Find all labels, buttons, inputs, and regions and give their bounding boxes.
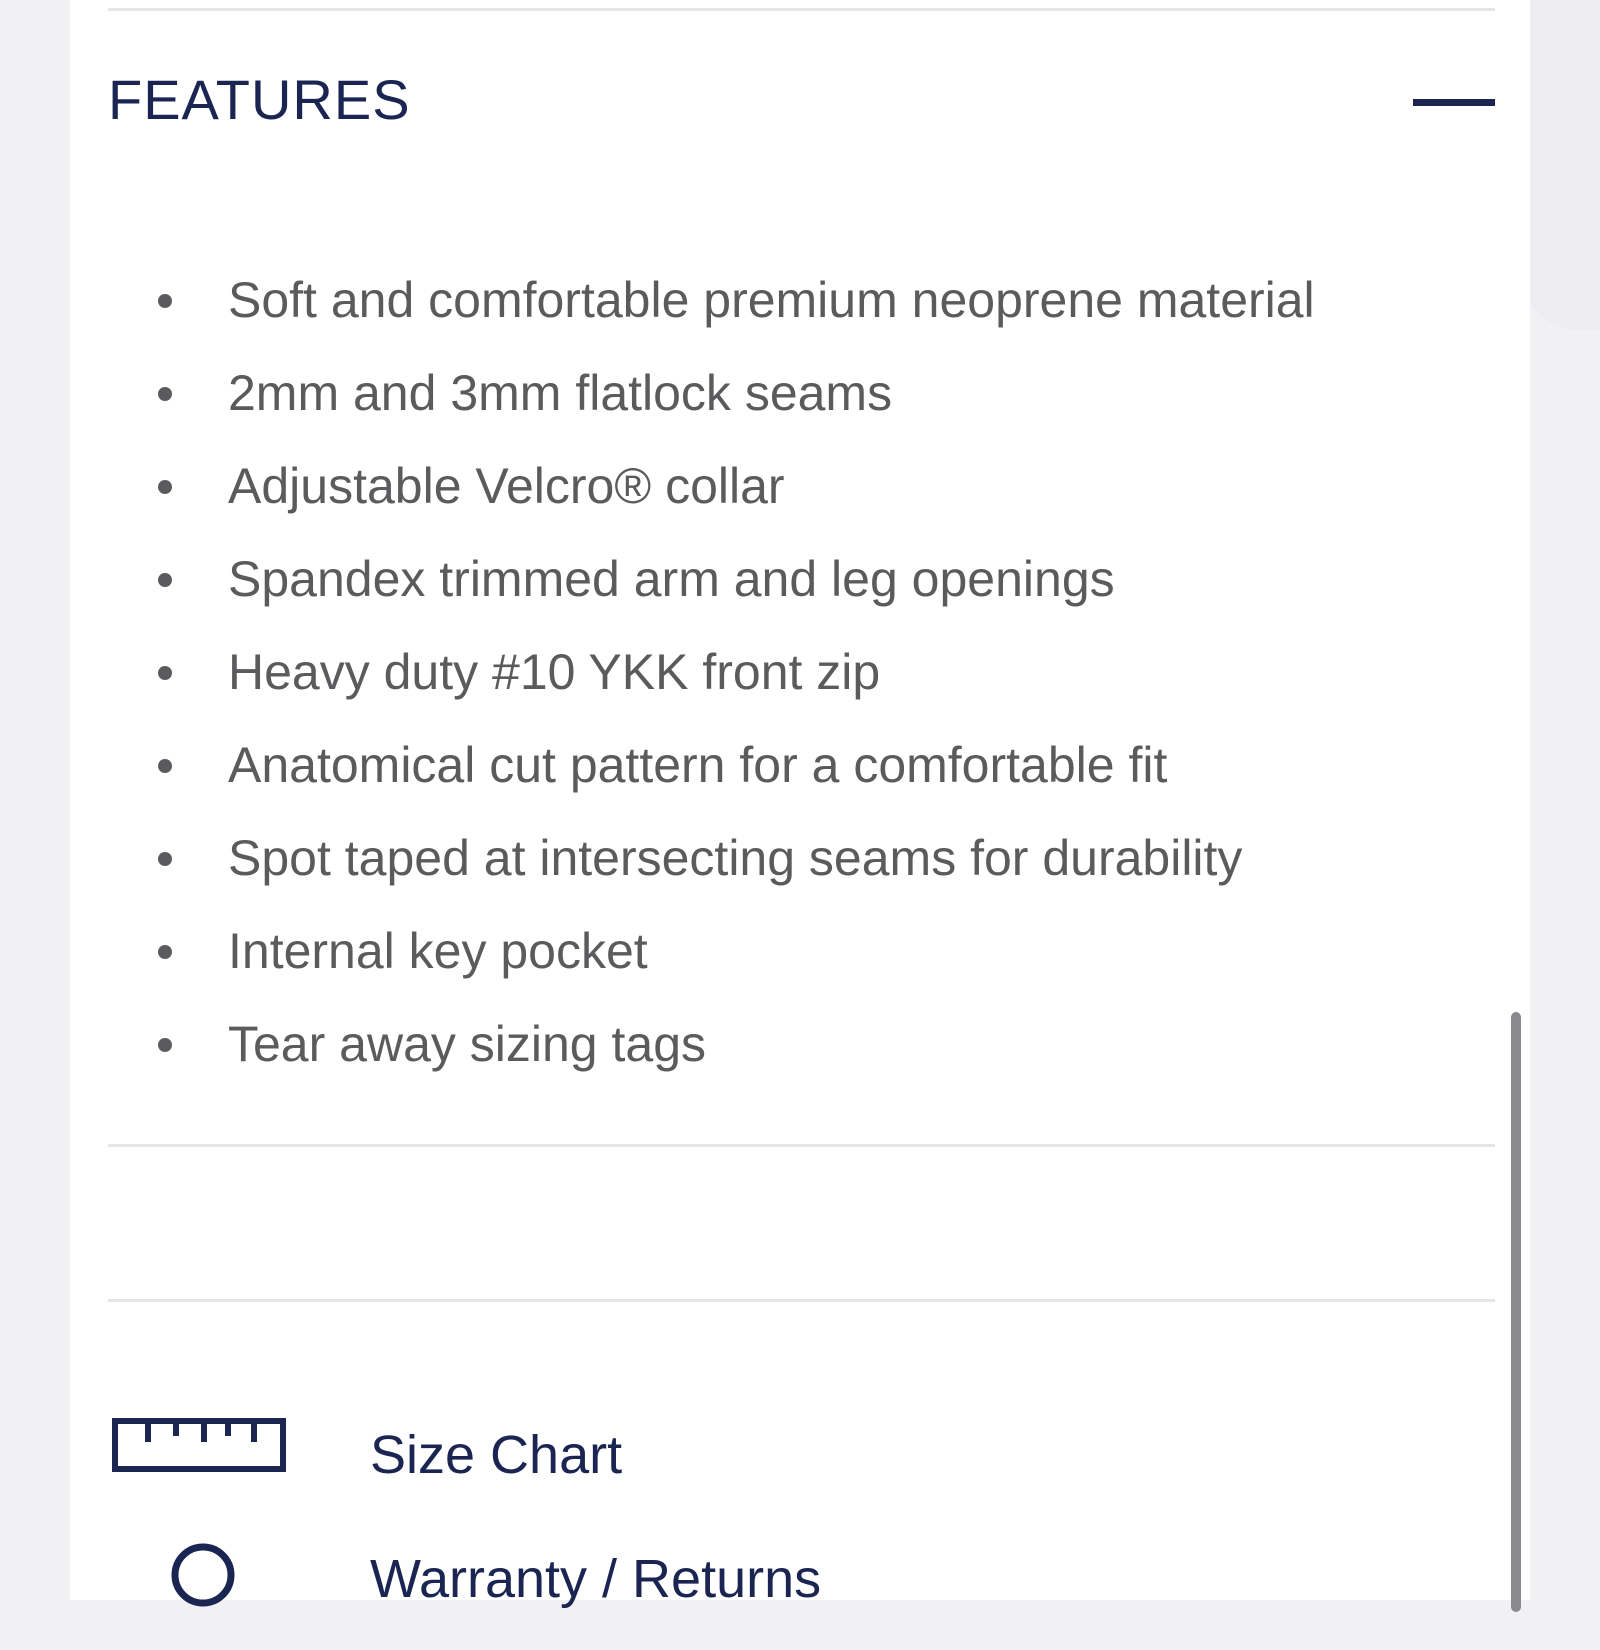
feature-text: Heavy duty #10 YKK front zip [228, 644, 881, 700]
feature-item [150, 812, 1450, 905]
bullet-icon [158, 480, 172, 494]
bullet-icon [158, 852, 172, 866]
minus-icon [1413, 99, 1495, 106]
feature-item [150, 533, 1450, 626]
feature-text: Soft and comfortable premium neoprene material [228, 272, 1315, 328]
scrollbar[interactable] [1511, 1012, 1521, 1612]
divider [108, 1299, 1495, 1302]
feature-text: 2mm and 3mm flatlock seams [228, 365, 893, 421]
bullet-icon [158, 759, 172, 773]
bullet-icon [158, 945, 172, 959]
feature-text: Internal key pocket [228, 923, 648, 979]
warranty-returns-link[interactable] [108, 1540, 1408, 1650]
bullet-icon [158, 387, 172, 401]
bullet-icon [158, 1038, 172, 1052]
feature-item [150, 347, 1450, 440]
feature-text: Anatomical cut pattern for a comfortable fit [228, 737, 1168, 793]
feature-item [150, 440, 1450, 533]
divider [108, 1144, 1495, 1147]
background-shape [1520, 0, 1600, 330]
features-list [150, 254, 1450, 1091]
feature-text: Adjustable Velcro® collar [228, 458, 785, 514]
features-heading: FEATURES [108, 68, 411, 131]
bullet-icon [158, 573, 172, 587]
feature-item [150, 626, 1450, 719]
feature-text: Tear away sizing tags [228, 1016, 707, 1072]
bullet-icon [158, 294, 172, 308]
size-chart-label: Size Chart [370, 1425, 623, 1485]
feature-text: Spot taped at intersecting seams for durability [228, 830, 1243, 886]
divider [108, 8, 1495, 11]
feature-item [150, 905, 1450, 998]
bullet-icon [158, 666, 172, 680]
feature-item [150, 998, 1450, 1091]
warranty-returns-label: Warranty / Returns [370, 1549, 822, 1609]
size-chart-link[interactable] [108, 1400, 1408, 1510]
feature-text: Spandex trimmed arm and leg openings [228, 551, 1115, 607]
feature-item [150, 254, 1450, 347]
feature-item [150, 719, 1450, 812]
ruler-icon [112, 1418, 286, 1472]
collapse-features-button[interactable] [1408, 84, 1504, 124]
